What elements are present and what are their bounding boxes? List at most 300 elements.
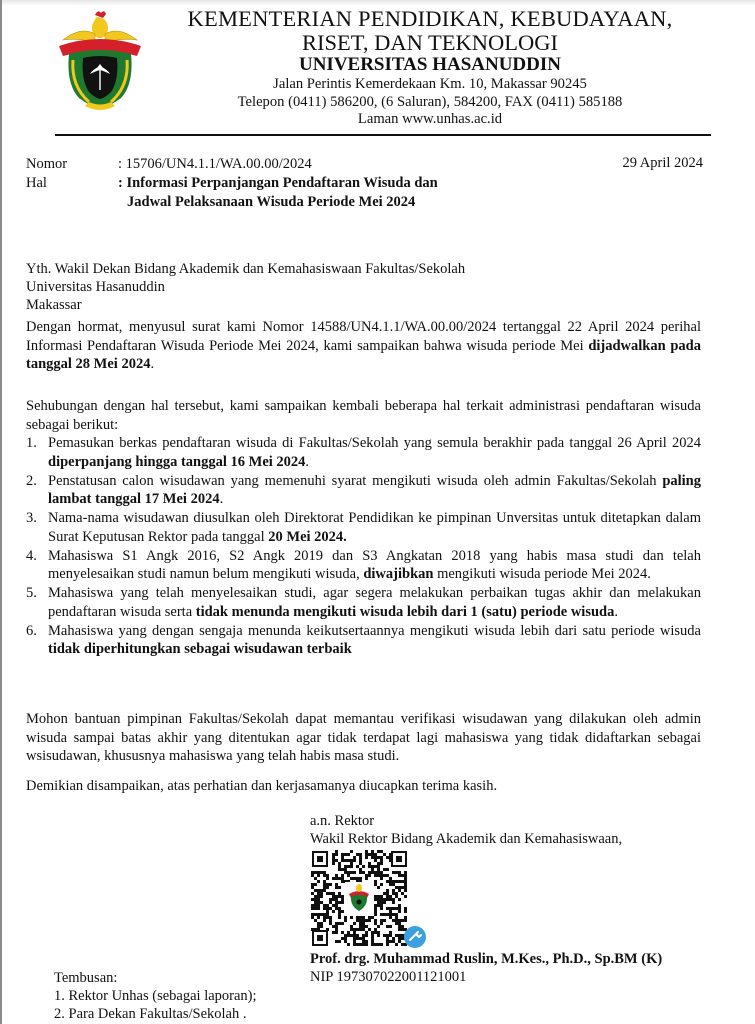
qr-module (332, 898, 335, 901)
qr-module (404, 880, 407, 883)
qr-module (353, 871, 356, 874)
qr-module (311, 871, 314, 874)
qr-module (365, 931, 368, 934)
qr-module (326, 916, 329, 919)
qr-module (371, 943, 374, 946)
qr-module (317, 916, 320, 919)
qr-module (386, 943, 389, 946)
qr-module (329, 892, 332, 895)
qr-module (341, 874, 344, 877)
paragraph-opening-text: Dengan hormat, menyusul surat kami Nomor 14588/UN4.1.1/WA.00.00/2024 tertanggal 22 April 2024 perihal Informasi Pendaftaran Wisuda Periode Mei 2024, kami sampaikan bahwa wisuda periode Mei (26, 319, 701, 354)
qr-module (344, 919, 347, 922)
qr-module (392, 907, 395, 910)
qr-module (386, 907, 389, 910)
qr-module (368, 862, 371, 865)
qr-module (338, 865, 341, 868)
qr-module (389, 883, 392, 886)
qr-module (398, 886, 401, 889)
qr-module (311, 907, 314, 910)
qr-module (317, 880, 320, 883)
qr-module (338, 886, 341, 889)
qr-module (347, 865, 350, 868)
qr-module (335, 850, 338, 853)
qr-module (320, 925, 323, 928)
qr-module (395, 919, 398, 922)
qr-module (392, 940, 395, 943)
recipient-line3: Makassar (26, 297, 82, 313)
qr-module (377, 943, 380, 946)
qr-module (404, 871, 407, 874)
qr-module (389, 907, 392, 910)
qr-module (311, 916, 314, 919)
qr-module (404, 877, 407, 880)
hal-label: Hal (26, 175, 47, 191)
qr-module (350, 877, 353, 880)
qr-module (323, 889, 326, 892)
qr-module (392, 913, 395, 916)
qr-module (350, 928, 353, 931)
qr-module (326, 910, 329, 913)
list-item-bold: paling lambat tanggal 17 Mei 2024 (48, 472, 701, 507)
ministry-name-line1: KEMENTERIAN PENDIDIKAN, KEBUDAYAAN, (187, 6, 673, 31)
qr-module (362, 871, 365, 874)
list-item-end: mengikuti wisuda periode Mei 2024. (433, 566, 651, 582)
qr-module (383, 892, 386, 895)
qr-module (371, 865, 374, 868)
qr-module (389, 934, 392, 937)
qr-module (374, 919, 377, 922)
qr-module (314, 895, 317, 898)
qr-module (365, 925, 368, 928)
cc-title: Tembusan: (54, 970, 118, 986)
qr-module (326, 883, 329, 886)
paragraph-intro-text: Sehubungan dengan hal tersebut, kami sampaikan kembali beberapa hal terkait administrasi pendaftaran wisuda sebagai berikut: (26, 398, 701, 433)
qr-module (365, 874, 368, 877)
qr-module (335, 859, 338, 862)
qr-module (314, 913, 317, 916)
qr-module (386, 895, 389, 898)
list-item-text: Penstatusan calon wisudawan yang memenuhi syarat mengikuti wisuda oleh admin Fakultas/Sekolah (48, 472, 663, 489)
qr-module (380, 850, 383, 853)
qr-module (404, 883, 407, 886)
qr-module (404, 895, 407, 898)
list-item-number: 6. (26, 622, 37, 639)
qr-module (371, 856, 374, 859)
qr-module (404, 919, 407, 922)
qr-module (380, 895, 383, 898)
cc-item: 1. Rektor Unhas (sebagai laporan); (54, 988, 257, 1004)
qr-module (365, 940, 368, 943)
qr-module (341, 895, 344, 898)
qr-module (359, 922, 362, 925)
list-item (26, 509, 701, 546)
qr-module (371, 868, 374, 871)
qr-module (377, 868, 380, 871)
qr-module (341, 931, 344, 934)
qr-module (311, 892, 314, 895)
qr-module (332, 925, 335, 928)
qr-module (365, 850, 368, 853)
qr-module (311, 904, 314, 907)
qr-module (374, 910, 377, 913)
qr-module (317, 901, 320, 904)
qr-module (344, 937, 347, 940)
qr-module (368, 916, 371, 919)
university-name: UNIVERSITAS HASANUDDIN (298, 54, 561, 75)
qr-module (338, 892, 341, 895)
qr-module (344, 916, 347, 919)
qr-module (386, 892, 389, 895)
qr-module (374, 871, 377, 874)
qr-module (392, 889, 395, 892)
list-item-end: . (219, 491, 224, 507)
qr-module (329, 898, 332, 901)
qr-module (323, 904, 326, 907)
qr-module (380, 919, 383, 922)
qr-module (353, 937, 356, 940)
qr-module (317, 913, 320, 916)
qr-module (368, 919, 371, 922)
qr-module (380, 904, 383, 907)
qr-module (326, 877, 329, 880)
qr-module (374, 904, 377, 907)
qr-module (398, 919, 401, 922)
qr-module (332, 895, 335, 898)
qr-module (380, 862, 383, 865)
qr-module (353, 922, 356, 925)
qr-module (383, 874, 386, 877)
list-item-number: 3. (26, 510, 37, 526)
qr-module (380, 922, 383, 925)
qr-module (383, 853, 386, 856)
qr-module (371, 931, 374, 934)
qr-module (368, 928, 371, 931)
qr-module (380, 943, 383, 946)
qr-module (371, 916, 374, 919)
qr-module (389, 910, 392, 913)
qr-module (386, 913, 389, 916)
qr-module (347, 853, 350, 856)
qr-module (359, 925, 362, 928)
qr-module (338, 913, 341, 916)
university-address: Jalan Perintis Kemerdekaan Km. 10, Makassar 90245 (273, 76, 587, 92)
qr-module (356, 853, 359, 856)
letterhead (150, 8, 710, 127)
qr-module (314, 883, 317, 886)
qr-module (380, 859, 383, 862)
signer-position: Wakil Rektor Bidang Akademik dan Kemahasiswaan, (310, 831, 623, 847)
qr-module (386, 940, 389, 943)
qr-module (368, 853, 371, 856)
qr-module (323, 871, 326, 874)
qr-module (395, 913, 398, 916)
qr-module (377, 904, 380, 907)
qr-module (341, 853, 344, 856)
qr-module (401, 892, 404, 895)
hal-value-line1: : Informasi Perpanjangan Pendaftaran Wisuda dan (118, 175, 438, 191)
qr-module (377, 925, 380, 928)
qr-module (389, 940, 392, 943)
qr-module (392, 880, 395, 883)
qr-module (377, 931, 380, 934)
qr-module (326, 874, 329, 877)
qr-module (386, 889, 389, 892)
qr-module (359, 859, 362, 862)
qr-module (344, 868, 347, 871)
qr-module (389, 898, 392, 901)
signer-nip: NIP 197307022001121001 (310, 969, 467, 985)
qr-module (374, 931, 377, 934)
qr-module (368, 865, 371, 868)
hal-row-2 (26, 193, 416, 212)
qr-module (398, 910, 401, 913)
qr-module (341, 937, 344, 940)
paragraph-opening-end: . (150, 356, 155, 372)
qr-module (323, 880, 326, 883)
qr-module (350, 859, 353, 862)
qr-module (389, 931, 392, 934)
university-phone: Telepon (0411) 586200, (6 Saluran), 584200, FAX (0411) 585188 (237, 93, 623, 110)
qr-module (362, 922, 365, 925)
qr-module (317, 904, 320, 907)
qr-module (347, 931, 350, 934)
paragraph-closing (26, 777, 701, 796)
qr-module (356, 937, 359, 940)
qr-module (317, 889, 320, 892)
list-item-bold: 20 Mei 2024. (268, 528, 347, 545)
qr-module (338, 901, 341, 904)
qr-module (320, 871, 323, 874)
list-item (26, 547, 701, 584)
qr-module (359, 868, 362, 871)
qr-module (374, 880, 377, 883)
qr-module (362, 865, 365, 868)
qr-module (380, 898, 383, 901)
qr-module (395, 943, 398, 946)
paragraph-intro-list (26, 397, 701, 434)
list-item-bold: tidak menunda mengikuti wisuda lebih dari 1 (satu) periode wisuda (195, 603, 615, 620)
qr-module (371, 853, 374, 856)
qr-module (401, 880, 404, 883)
list-item-text: Mahasiswa yang dengan sengaja menunda keikutsertaannya mengikuti wisuda lebih dari satu periode wisuda (48, 622, 701, 639)
qr-module (389, 916, 392, 919)
university-website: Laman www.unhas.ac.id (357, 111, 503, 128)
qr-module (344, 859, 347, 862)
qr-module (314, 877, 317, 880)
nomor-row (26, 155, 312, 174)
signature-qr-code (311, 850, 407, 946)
qr-module (353, 877, 356, 880)
qr-module (317, 925, 320, 928)
qr-module (401, 886, 404, 889)
qr-module (332, 853, 335, 856)
qr-module (377, 871, 380, 874)
qr-module (392, 919, 395, 922)
qr-module (338, 877, 341, 880)
qr-module (377, 895, 380, 898)
paragraph-request-text: Mohon bantuan pimpinan Fakultas/Sekolah dapat memantau verifikasi wisudawan yang dilakukan oleh admin wisuda sampai batas akhir yang ditentukan agar tidak terdapat lagi mahasiswa yang tidak didaftarkan sebagai wsisudawan, khususnya mahasiswa yang telah habis masa studi. (26, 711, 701, 764)
qr-module (395, 895, 398, 898)
qr-module (317, 874, 320, 877)
qr-module (332, 904, 335, 907)
qr-module (350, 934, 353, 937)
qr-module (398, 934, 401, 937)
qr-module (395, 934, 398, 937)
qr-module (350, 850, 353, 853)
qr-module (374, 859, 377, 862)
qr-module (356, 943, 359, 946)
qr-module (404, 889, 407, 892)
qr-module (404, 910, 407, 913)
qr-module (353, 931, 356, 934)
qr-module (320, 892, 323, 895)
recipient-line1: Yth. Wakil Dekan Bidang Akademik dan Kemahasiswaan Fakultas/Sekolah (26, 261, 466, 277)
qr-module (350, 865, 353, 868)
qr-module (395, 922, 398, 925)
qr-module (377, 898, 380, 901)
on-behalf-label: a.n. Rektor (310, 813, 375, 829)
letter-meta (26, 155, 438, 212)
qr-module (377, 850, 380, 853)
qr-module (362, 937, 365, 940)
list-item-end: . (305, 453, 310, 470)
qr-module (374, 883, 377, 886)
qr-module (353, 943, 356, 946)
qr-module (377, 901, 380, 904)
qr-module (332, 877, 335, 880)
qr-module (392, 892, 395, 895)
qr-module (323, 883, 326, 886)
list-item-bold: diperpanjang hingga tanggal 16 Mei 2024 (48, 453, 306, 470)
qr-module (344, 865, 347, 868)
nomor-label: Nomor (26, 156, 68, 172)
qr-module (395, 892, 398, 895)
qr-module (371, 934, 374, 937)
recipient-block (26, 260, 465, 314)
qr-module (365, 877, 368, 880)
qr-module (359, 871, 362, 874)
letterhead-divider (55, 134, 711, 136)
qr-module (359, 853, 362, 856)
hal-row (26, 174, 438, 193)
list-item-text: Nama-nama wisudawan diusulkan oleh Direktorat Pendidikan ke pimpinan Unversitas untuk ditetapkan dalam Surat Keputusan Rektor pada tanggal (48, 510, 701, 545)
qr-module (335, 895, 338, 898)
qr-module (329, 919, 332, 922)
qr-module (374, 874, 377, 877)
qr-module (389, 895, 392, 898)
qr-module (335, 940, 338, 943)
qr-module (380, 901, 383, 904)
qr-module (365, 856, 368, 859)
qr-module (317, 871, 320, 874)
qr-module (326, 892, 329, 895)
qr-module (374, 898, 377, 901)
qr-module (359, 943, 362, 946)
qr-module (404, 916, 407, 919)
qr-module (338, 895, 341, 898)
qr-module (338, 922, 341, 925)
qr-module (359, 877, 362, 880)
qr-module (353, 859, 356, 862)
qr-module (374, 928, 377, 931)
digital-signature-icon (404, 926, 426, 948)
qr-module (374, 907, 377, 910)
qr-module (374, 922, 377, 925)
qr-module (326, 904, 329, 907)
qr-module (350, 925, 353, 928)
qr-module (401, 874, 404, 877)
qr-module (392, 883, 395, 886)
qr-module (317, 895, 320, 898)
cc-block (54, 969, 257, 1023)
qr-module (332, 859, 335, 862)
list-item-text: Pemasukan berkas pendaftaran wisuda di Fakultas/Sekolah yang semula berakhir pada tanggal 26 April 2024 (48, 435, 701, 451)
paragraph-request (26, 710, 701, 766)
list-item-end: . (614, 603, 618, 620)
qr-module (380, 871, 383, 874)
qr-module (398, 925, 401, 928)
qr-module (314, 904, 317, 907)
qr-module (392, 901, 395, 904)
qr-module (353, 928, 356, 931)
qr-module (398, 937, 401, 940)
qr-module (329, 922, 332, 925)
qr-module (386, 880, 389, 883)
qr-module (380, 874, 383, 877)
qr-module (350, 916, 353, 919)
qr-module (389, 925, 392, 928)
qr-module (332, 862, 335, 865)
qr-module (353, 940, 356, 943)
qr-module (365, 943, 368, 946)
list-item-number: 5. (26, 585, 37, 601)
qr-module (356, 865, 359, 868)
list-item (26, 622, 701, 659)
qr-module (395, 880, 398, 883)
qr-module (341, 856, 344, 859)
qr-module (362, 940, 365, 943)
qr-module (338, 940, 341, 943)
qr-module (404, 886, 407, 889)
list-item-number: 4. (26, 547, 37, 564)
qr-module (344, 934, 347, 937)
paragraph-opening-bold: dijadwalkan pada tanggal 28 Mei 2024 (26, 337, 701, 372)
paragraph-opening (26, 318, 701, 374)
qr-module (335, 931, 338, 934)
qr-module (356, 919, 359, 922)
list-item (26, 584, 701, 621)
list-item-bold: diwajibkan (363, 566, 434, 582)
qr-module (341, 877, 344, 880)
qr-module (359, 862, 362, 865)
qr-module (332, 856, 335, 859)
page-edge (0, 0, 2, 1024)
qr-module (332, 892, 335, 895)
qr-module (374, 943, 377, 946)
qr-module (317, 898, 320, 901)
qr-module (353, 934, 356, 937)
qr-module (383, 913, 386, 916)
qr-module (335, 922, 338, 925)
hal-value-line2: Jadwal Pelaksanaan Wisuda Periode Mei 2024 (127, 194, 416, 210)
qr-module (371, 871, 374, 874)
qr-module (311, 874, 314, 877)
qr-module (383, 934, 386, 937)
list-item-bold: tidak diperhitungkan sebagai wisudawan terbaik (48, 641, 352, 657)
qr-module (323, 874, 326, 877)
qr-module (374, 853, 377, 856)
list-item-number: 1. (26, 435, 37, 451)
